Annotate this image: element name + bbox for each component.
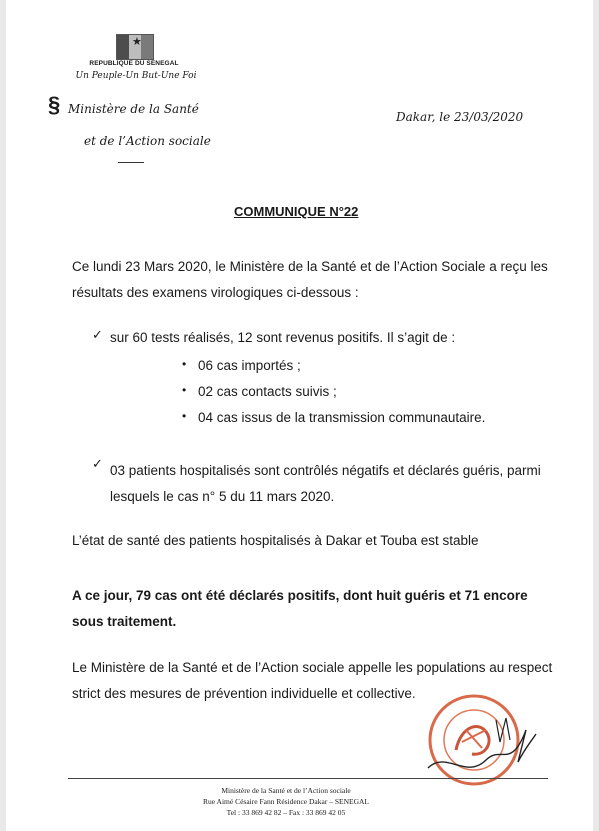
check-icon: ✓: [92, 456, 103, 471]
footer-line: Tel : 33 869 42 82 – Fax : 33 869 42 05: [226, 808, 346, 817]
bullet-icon: •: [182, 383, 187, 397]
ministry-logo-icon: §: [48, 92, 61, 117]
bullet-icon: •: [182, 357, 187, 371]
republic-label: REPUBLIQUE DU SENEGAL: [89, 60, 179, 67]
footer-line: Rue Aimé Césaire Fann Résidence Dakar – SENEGAL: [203, 797, 369, 806]
state-paragraph: L’état de santé des patients hospitalisés à Dakar et Touba est stable: [72, 533, 479, 548]
ministry-name-line2: et de l’Action sociale: [84, 134, 211, 148]
list-item: 04 cas issus de la transmission communautaire.: [198, 410, 486, 425]
appeal-paragraph: Le Ministère de la Santé et de l’Action sociale appelle les populations au respect strict des mesures de prévention individuelle et collective.: [72, 660, 553, 701]
intro-paragraph: Ce lundi 23 Mars 2020, le Ministère de la Santé et de l’Action Sociale a reçu les résultats des examens virologiques ci-dessous :: [72, 259, 548, 300]
official-stamp: [426, 690, 538, 790]
bullet-icon: •: [182, 409, 187, 423]
tests-summary: sur 60 tests réalisés, 12 sont revenus positifs. Il s’agit de :: [110, 330, 456, 345]
list-item: 06 cas importés ;: [198, 358, 301, 373]
document-title: COMMUNIQUE N°22: [234, 204, 359, 219]
footer-line: Ministère de la Santé et de l’Action sociale: [221, 786, 351, 795]
divider: [118, 162, 144, 163]
document-date: Dakar, le 23/03/2020: [396, 110, 524, 124]
check-icon: ✓: [92, 327, 103, 342]
national-motto: Un Peuple-Un But-Une Foi: [75, 71, 197, 81]
footer-divider: [68, 778, 548, 779]
summary-paragraph: A ce jour, 79 cas ont été déclarés positifs, dont huit guéris et 71 encore sous traitement.: [72, 588, 528, 629]
ministry-name-line1: Ministère de la Santé: [68, 102, 199, 116]
senegal-flag-icon: ★: [116, 34, 154, 60]
list-item: 02 cas contacts suivis ;: [198, 384, 337, 399]
document-page: [6, 0, 593, 831]
recovered-paragraph: 03 patients hospitalisés sont contrôlés négatifs et déclarés guéris, parmi lesquels le cas n° 5 du 11 mars 2020.: [110, 463, 541, 504]
